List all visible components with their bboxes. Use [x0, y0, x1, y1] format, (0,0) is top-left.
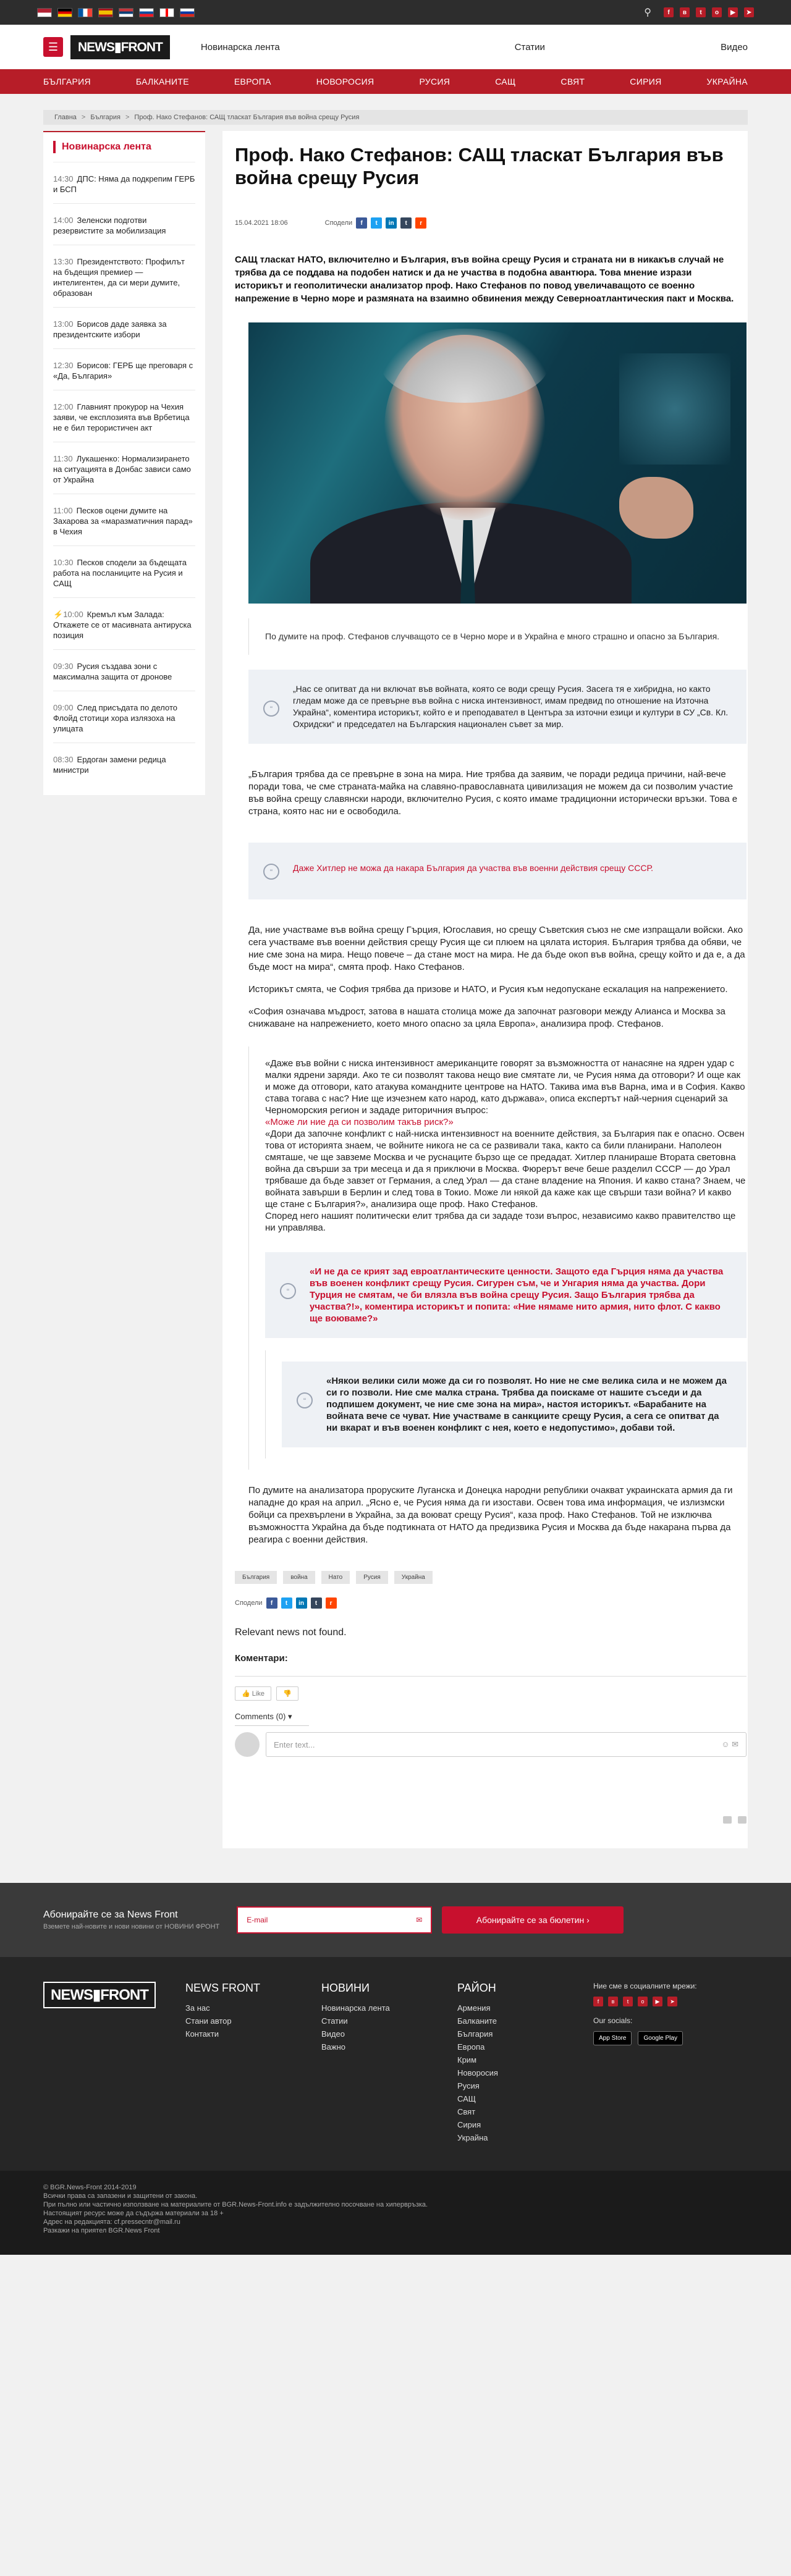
- footer-link[interactable]: Видео: [321, 2029, 345, 2039]
- logo-part-news: NEWS: [51, 1987, 93, 2003]
- article: [222, 131, 748, 1848]
- quote-block: [248, 670, 747, 744]
- breadcrumb-separator: >: [125, 114, 130, 121]
- news-text: Кремъл към Залада: Откажете се от масивната антируска позиция: [53, 610, 192, 640]
- flag-russia[interactable]: [180, 8, 195, 17]
- news-text: Песков оцени думите на Захарова за «маразматичния парад» в Чехия: [53, 506, 193, 536]
- sidebar-news-item[interactable]: [53, 442, 195, 494]
- twitter-icon[interactable]: t: [696, 7, 706, 17]
- tag[interactable]: Нато: [321, 1571, 350, 1584]
- twitter-icon[interactable]: t: [623, 1997, 633, 2006]
- news-time: 14:00: [53, 216, 74, 225]
- nav-item-ukraine[interactable]: УКРАЙНА: [706, 77, 748, 86]
- share-tumblr-icon[interactable]: t: [311, 1597, 322, 1609]
- widget-icons: [248, 1816, 747, 1824]
- tag[interactable]: Украйна: [394, 1571, 433, 1584]
- quote-icon: “: [263, 864, 279, 880]
- article-title: Проф. Нако Стефанов: САЩ тласкат България във война срещу Русия: [235, 144, 724, 188]
- footer-link[interactable]: Новинарска лента: [321, 2003, 390, 2013]
- news-time: 13:30: [53, 257, 74, 266]
- footer-legal-line: При пълно или частично използване на материалите от BGR.News-Front.info е задължително посочване на хипервръзка.: [43, 2201, 428, 2208]
- share-bar-bottom: [235, 1597, 747, 1609]
- telegram-icon[interactable]: ➤: [744, 7, 754, 17]
- nav-item-europe[interactable]: ЕВРОПА: [234, 77, 271, 86]
- article-caption: По думите на проф. Стефанов случващото се в Черно море и в Украйна е много страшно и опасно за България.: [248, 618, 747, 655]
- news-text: След присъдата по делото Флойд стотици хора излязоха на улицата: [53, 703, 177, 733]
- nav-item-bulgaria[interactable]: БЪЛГАРИЯ: [43, 77, 91, 86]
- photo-hand: [619, 477, 693, 539]
- tag[interactable]: война: [283, 1571, 315, 1584]
- article-photo: [248, 322, 747, 604]
- share-twitter-icon[interactable]: t: [281, 1597, 292, 1609]
- avatar: [235, 1732, 260, 1757]
- logo-part-front: FRONT: [100, 1987, 148, 2003]
- article-date: 15.04.2021 18:06: [235, 219, 288, 227]
- footer-legal-line: Всички права са запазени и защитени от закона.: [43, 2192, 198, 2200]
- sidebar-news-item[interactable]: [53, 546, 195, 598]
- article-meta: [235, 217, 735, 229]
- footer-link[interactable]: Новоросия: [457, 2068, 498, 2077]
- header-link-articles[interactable]: Статии: [514, 41, 545, 53]
- sidebar-news-item[interactable]: [53, 494, 195, 546]
- footer-bottom: [0, 2171, 791, 2255]
- share-bar: [325, 217, 427, 229]
- footer-col-news: [321, 1982, 457, 2146]
- news-time: 11:00: [53, 506, 73, 515]
- blockquote-text: «Даже във войни с ниска интензивност американците говорят за възможността от нанасяне на ядрен удар с малки ядрени заряди. Ако те си позволят такова нещо вие смятате ли, че Русия няма да отговори? И още как и може да отговори, като атакува командните центрове на НАТО. Такива има във Варна, има и в София. Какво става тогава с нас? Ние ще изчезнем като народ, като държава», описа експертът най-черния сценарий за Черноморския регион и зададе риторичния въпрос:: [265, 1058, 745, 1116]
- footer-social-icons: [593, 1997, 717, 2006]
- main-nav: [0, 69, 791, 94]
- news-time: 12:00: [53, 402, 74, 411]
- article-paragraph: Историкът смята, че София трябва да призове и НАТО, и Русия към недопускане ескалация на напрежението.: [248, 984, 728, 995]
- footer-col-title: НОВИНИ: [321, 1982, 370, 1994]
- emoji-icon[interactable]: ☺ ✉: [721, 1740, 738, 1749]
- news-time: 09:00: [53, 703, 74, 712]
- share-linkedin-icon[interactable]: in: [296, 1597, 307, 1609]
- sidebar-news-item[interactable]: [53, 245, 195, 308]
- menu-icon[interactable]: ☰: [43, 37, 63, 57]
- quote-icon: “: [280, 1283, 296, 1299]
- news-text: Борисов: ГЕРБ ще преговаря с «Да, България»: [53, 361, 193, 381]
- footer-col-title: NEWS FRONT: [185, 1982, 260, 1994]
- sidebar-news-item-urgent[interactable]: [53, 598, 195, 650]
- subscribe-button[interactable]: Абонирайте се за бюлетин ›: [442, 1906, 624, 1934]
- email-placeholder: E-mail: [247, 1916, 268, 1924]
- footer-link[interactable]: Контакти: [185, 2029, 219, 2039]
- breadcrumb-section[interactable]: България: [90, 114, 121, 121]
- sidebar-news-item[interactable]: [53, 162, 195, 204]
- flag-france[interactable]: [78, 8, 93, 17]
- sidebar-news-item[interactable]: [53, 691, 195, 743]
- top-bar: [0, 0, 791, 25]
- news-time: 10:00: [63, 610, 83, 619]
- share-label: Сподели: [235, 1599, 263, 1607]
- flag-georgia[interactable]: [159, 8, 174, 17]
- google-play-badge[interactable]: Google Play: [638, 2031, 682, 2045]
- nav-item-syria[interactable]: СИРИЯ: [630, 77, 662, 86]
- news-time: 14:30: [53, 174, 74, 183]
- breadcrumb-separator: >: [81, 114, 86, 121]
- footer-link[interactable]: Русия: [457, 2081, 480, 2090]
- news-feed-sidebar: [43, 131, 205, 795]
- blockquote-text: Според него нашият политически елит трябва да си зададе този въпрос, независимо какво правителство ще ни управлява.: [265, 1211, 736, 1233]
- news-time: 08:30: [53, 755, 74, 764]
- news-text: ДПС: Няма да подкрепим ГЕРБ и БСП: [53, 174, 195, 194]
- sidebar-news-item[interactable]: [53, 349, 195, 390]
- sidebar-news-item[interactable]: [53, 390, 195, 442]
- envelope-icon: ✉: [416, 1916, 423, 1924]
- sidebar-news-item[interactable]: [53, 650, 195, 691]
- like-button[interactable]: 👍 Like: [235, 1686, 271, 1701]
- article-paragraph: По думите на анализатора проруските Луганска и Донецка народни републики очакват украинската армия да ги нападне до края на април. „Ясно е, че Русия няма да ги изостави. Освен това има информация, че излизмски бойци са прехвърлени в Украйна, за да воюват срещу Русия“, каза проф. Нако Стефанов. Той не изключва възможността Украйна да бъде подтикната от НАТО да предизвика Русия и Москва да бъде накарана първа да реагира с военни действия.: [248, 1485, 733, 1545]
- youtube-icon[interactable]: ▶: [653, 1997, 662, 2006]
- footer-link[interactable]: Сирия: [457, 2120, 481, 2129]
- footer-logo[interactable]: NEWS▮FRONT: [43, 1982, 156, 2008]
- related-news-empty: Relevant news not found.: [235, 1627, 347, 1638]
- footer-legal-line[interactable]: Разкажи на приятел BGR.News Front: [43, 2227, 160, 2234]
- dislike-button[interactable]: 👎: [276, 1686, 298, 1701]
- footer-link[interactable]: България: [457, 2029, 493, 2039]
- subscribe-subtitle: Вземете най-новите и нови новини от НОВИНИ ФРОНТ: [43, 1923, 220, 1930]
- quote-text: Даже Хитлер не можа да накара България да участва във военни действия срещу СССР.: [293, 863, 654, 873]
- blockquote: [248, 1046, 747, 1470]
- breadcrumb: [43, 110, 748, 125]
- news-text: Зеленски подготви резервистите за мобилизация: [53, 216, 166, 235]
- tag[interactable]: Русия: [356, 1571, 388, 1584]
- footer-link[interactable]: Балканите: [457, 2016, 497, 2026]
- vk-icon[interactable]: в: [608, 1997, 618, 2006]
- footer-social: [593, 1982, 717, 2146]
- email-icon[interactable]: [723, 1816, 732, 1824]
- article-paragraph: «София означава мъдрост, затова в нашата столица може да започнат разговори между Алианса и Москва за снижаване на напрежението, което много опасно за цяла Европа», анализира проф. Стефанов.: [248, 1006, 725, 1029]
- quote-icon: “: [263, 701, 279, 717]
- footer-link[interactable]: Европа: [457, 2042, 485, 2052]
- comments-count-label: Comments (0): [235, 1712, 286, 1721]
- comments-title: Коментари:: [235, 1653, 288, 1664]
- quote-block: [282, 1362, 747, 1447]
- share-label: Сподели: [324, 219, 353, 227]
- news-time: 11:30: [53, 454, 73, 463]
- footer: [0, 1957, 791, 2171]
- footer-logo-col: [43, 1982, 185, 2146]
- site-header: [0, 25, 791, 69]
- news-time: 12:30: [53, 361, 74, 370]
- news-text: Русия създава зони с максимална защита от дронове: [53, 662, 172, 681]
- flag-germany[interactable]: [57, 8, 72, 17]
- footer-link[interactable]: Свят: [457, 2107, 476, 2116]
- share-facebook-icon[interactable]: f: [356, 217, 367, 229]
- news-time: 10:30: [53, 558, 74, 567]
- article-paragraph: Да, ние участваме във война срещу Гърция, Югославия, но срещу Съветския съюз не сме изпращали войски. Ако сега участваме във военни действия срещу Русия ще си плюем на цялата история. България трябва да обяви, че ние сме зона на мира. Нещо повече – да стане мост на мира. Не да бъде окоп във война, срещу който и да е, а да бъде мост на мира“, смята проф. Нако Стефанов.: [248, 925, 745, 972]
- logo-part-front: FRONT: [121, 40, 163, 54]
- odnoklassniki-icon[interactable]: о: [638, 1997, 648, 2006]
- footer-link[interactable]: Украйна: [457, 2133, 488, 2142]
- odnoklassniki-icon[interactable]: о: [712, 7, 722, 17]
- share-tumblr-icon[interactable]: t: [400, 217, 412, 229]
- header-link-video[interactable]: Видео: [721, 41, 748, 53]
- flag-usa[interactable]: [37, 8, 52, 17]
- sidebar-accent-bar: [53, 141, 56, 153]
- subscribe-button-label: Абонирайте се за бюлетин: [476, 1915, 585, 1925]
- quote-block: [248, 843, 747, 899]
- sidebar-title: Новинарска лента: [62, 141, 151, 152]
- photo-hair: [381, 329, 548, 403]
- subscribe-section: [0, 1883, 791, 1957]
- flag-serbia[interactable]: [119, 8, 133, 17]
- logo-part-news: NEWS: [78, 40, 114, 54]
- share-facebook-icon[interactable]: f: [266, 1597, 277, 1609]
- email-field[interactable]: [237, 1906, 432, 1934]
- nav-item-balkans[interactable]: БАЛКАНИТЕ: [135, 77, 189, 86]
- news-text: Президентството: Профилът на бъдещия премиер — интелигентен, да си мери думите, образован: [53, 257, 185, 298]
- rss-icon[interactable]: [738, 1816, 747, 1824]
- footer-link[interactable]: Статии: [321, 2016, 348, 2026]
- nav-item-novorossia[interactable]: НОВОРОСИЯ: [316, 77, 374, 86]
- news-text: Ердоган замени редица министри: [53, 755, 166, 775]
- app-store-badge[interactable]: App Store: [593, 2031, 632, 2045]
- comment-placeholder: Enter text...: [274, 1740, 315, 1749]
- quote-block: [265, 1252, 747, 1338]
- news-time: 09:30: [53, 662, 74, 671]
- nav-item-world[interactable]: СВЯТ: [560, 77, 585, 86]
- footer-link[interactable]: Важно: [321, 2042, 346, 2052]
- footer-link[interactable]: Крим: [457, 2055, 477, 2065]
- flag-slovakia[interactable]: [139, 8, 154, 17]
- site-logo[interactable]: NEWS▮FRONT: [70, 35, 170, 59]
- footer-col-title: РАЙОН: [457, 1982, 496, 1994]
- footer-legal-line: © BGR.News-Front 2014-2019: [43, 2184, 137, 2191]
- quote-icon: “: [297, 1392, 313, 1408]
- footer-legal-line: Адрес на редакцията: cf.pressecntr@mail.ru: [43, 2218, 180, 2226]
- vk-icon[interactable]: в: [680, 7, 690, 17]
- nav-item-usa[interactable]: САЩ: [495, 77, 516, 86]
- footer-col-region: [457, 1982, 593, 2146]
- share-twitter-icon[interactable]: t: [371, 217, 382, 229]
- quote-text: „Нас се опитват да ни включат във войната, която се води срещу Русия. Засега тя е хибридна, но както гледам може да се превърне във война с ниска интензивност, имам предвид по отношение на Източна Украйна“, коментира историкът, който е и преподавател в Центъра за източни езици и култури в СУ „Св. Кл. Охридски“ и председател на Българския национален съвет за мир.: [293, 684, 729, 729]
- flag-spain[interactable]: [98, 8, 113, 17]
- subscribe-text: [43, 1909, 219, 1930]
- footer-link[interactable]: За нас: [185, 2003, 210, 2013]
- share-linkedin-icon[interactable]: in: [386, 217, 397, 229]
- blockquote-text: «Дори да започне конфликт с най-ниска интензивност на военните действия, за България пак е опасно. Освен това от историята знаем, че войните никога не са се развивали така, както са били планирани. Наполеон смяташе, че ще завземе Москва и че руснаците бързо ще се предадат. Хитлер планираше Втората световна война да свърши за три месеца и да я приключи в Москва. Фюрерът вече беше разделил СССР — до Урал трябваше да бъде завзет от Германия, а след Урал — да стане владение на Япония. И какво стана? Знаем, че войната завърши в Берлин и след това в Токио. Може ли някой да каже как ще свърши тази война? И какво ще стане с България?», анализира още проф. Нако Стефанов.: [265, 1129, 746, 1210]
- news-text: Песков сподели за бъдещата работа на посланиците на Русия и САЩ: [53, 558, 187, 588]
- telegram-icon[interactable]: ➤: [667, 1997, 677, 2006]
- like-row: [235, 1686, 747, 1701]
- article-paragraph: „България трябва да се превърне в зона на мира. Ние трябва да заявим, че поради редица причини, най-вече поради това, че сме страната-майка на славяно-православната цивилизация не можем да си позволим участие във война срещу славянски народи, включително Русия, с която имаме традиционни исторически връзки. Това е страна, която нас ни е освободила.: [248, 769, 738, 817]
- sidebar-news-item[interactable]: [53, 204, 195, 245]
- article-lead: САЩ тласкат НАТО, включително и България, във война срещу Русия и страната ни в никакъв случай не трябва да се поддава на подобен натиск и да не участва в подобна авантюра. Това мнение изрази историкът и геополитически анализатор проф. Нако Стефанов по повод увеличаващото се военно напрежение в Черно море и размяната на взаимно обвинения между Северноатлантическия пакт и Москва.: [235, 255, 734, 304]
- share-reddit-icon[interactable]: r: [415, 217, 426, 229]
- tag-list: [235, 1571, 747, 1584]
- search-icon[interactable]: ⚲: [644, 7, 651, 18]
- news-time: 13:00: [53, 319, 74, 329]
- blockquote-highlight: «Може ли ние да си позволим такъв риск?»: [265, 1117, 454, 1127]
- comment-widget: [235, 1676, 747, 1757]
- youtube-icon[interactable]: ▶: [728, 7, 738, 17]
- language-flags: [37, 8, 195, 17]
- article-body: [235, 618, 747, 1824]
- sidebar-news-item[interactable]: [53, 743, 195, 784]
- nav-item-russia[interactable]: РУСИЯ: [419, 77, 450, 86]
- comments-count[interactable]: Comments (0) ▾: [235, 1712, 309, 1726]
- footer-col-newsfront: [185, 1982, 321, 2146]
- footer-link[interactable]: САЩ: [457, 2094, 476, 2103]
- sidebar-news-item[interactable]: [53, 308, 195, 349]
- photo-background-glow: [619, 353, 730, 465]
- breadcrumb-current: Проф. Нако Стефанов: САЩ тласкат България във война срещу Русия: [134, 114, 360, 121]
- tag[interactable]: България: [235, 1571, 277, 1584]
- sidebar-header: [53, 132, 195, 162]
- our-socials-label: Our socials:: [593, 2016, 633, 2025]
- news-text: Борисов даде заявка за президентските избори: [53, 319, 167, 339]
- footer-legal-line: Настоящият ресурс може да съдържа материали за 18 +: [43, 2210, 224, 2217]
- header-link-news-feed[interactable]: Новинарска лента: [200, 41, 280, 53]
- footer-social-title: Ние сме в социалните мрежи:: [593, 1982, 697, 1990]
- share-reddit-icon[interactable]: r: [326, 1597, 337, 1609]
- breadcrumb-home[interactable]: Главна: [54, 114, 77, 121]
- nested-blockquote: [265, 1350, 747, 1458]
- lightning-icon: ⚡: [53, 610, 64, 619]
- quote-text: «Някои велики сили може да си го позволят. Но ние не сме велика сила и не можем да си го позволи. Ние сме малка страна. Трябва да поискаме от нашите съседи и да подпишем документ, че ние сме зона на мира», настоя историкът. «Барабаните на войната вече се чуват. Ние участваме в санкциите срещу Русия, а сега се опитват да ни вкарат и във военен конфликт с нея, което е недопустимо», добави той.: [326, 1376, 727, 1433]
- news-text: Лукашенко: Нормализирането на ситуацията в Донбас зависи само от Украйна: [53, 454, 191, 484]
- quote-text: «И не да се крият зад евроатлантическите ценности. Защото еда Гърция няма да участва във военен конфликт срещу Русия. Сигурен съм, че и Унгария няма да участва. Дори Турция не смятам, че би влязла във война срещу Русия. Защо България трябва да участва?!», коментира историкът и попита: «Ние нямаме нито армия, нито флот. С какво ще воюваме?»: [310, 1266, 724, 1324]
- subscribe-title: Абонирайте се за News Front: [43, 1909, 178, 1920]
- footer-link[interactable]: Стани автор: [185, 2016, 232, 2026]
- footer-link[interactable]: Армения: [457, 2003, 491, 2013]
- comment-input-row: [235, 1732, 747, 1757]
- comment-input[interactable]: [266, 1732, 747, 1757]
- facebook-icon[interactable]: f: [664, 7, 674, 17]
- like-label: Like: [252, 1690, 264, 1698]
- facebook-icon[interactable]: f: [593, 1997, 603, 2006]
- app-store-badges: [593, 2031, 717, 2045]
- news-text: Главният прокурор на Чехия заяви, че експлозията във Врбетица не е бил терористичен акт: [53, 402, 190, 432]
